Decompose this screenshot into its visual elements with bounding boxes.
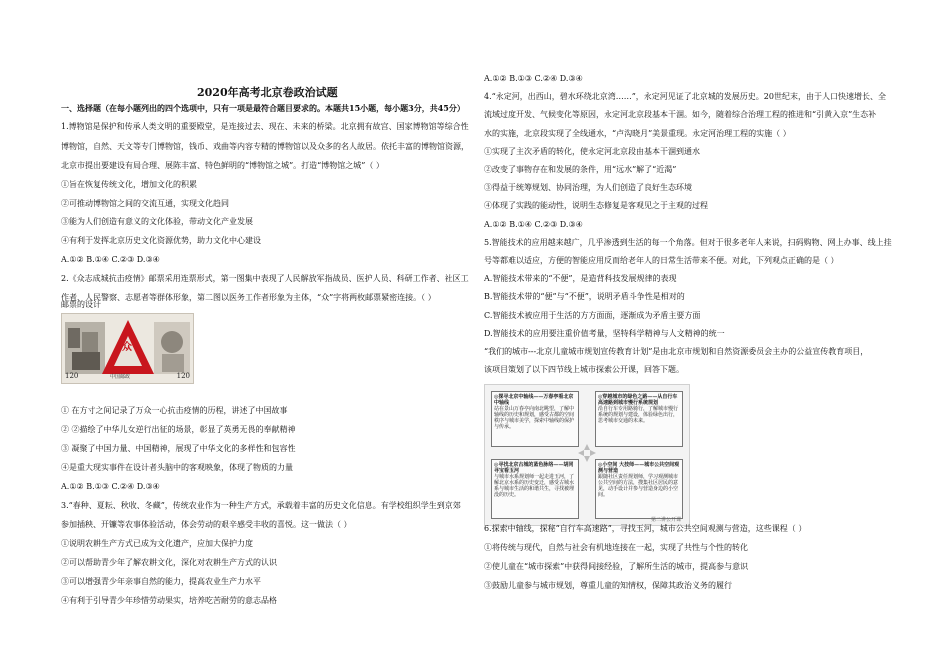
paper-title: 2020年高考北京卷政治试题 [197,86,338,99]
q4-option: ①实现了主次矛盾的转化，使永定河北京段由基本干涸到通水 [484,146,700,156]
q5-line: 5.智能技术的应用越来越广，几乎渗透到生活的每一个角落。但对于很多老年人来说，扫码购物、网上办事、线上挂 [484,237,892,247]
q1-line: 博物馆，自然、天文等专门博物馆，钱币、戏曲等内容专精的博物馆以及众多的名人故居。依托丰富的博物馆资源， [61,142,469,151]
q2-line: 邮票的设计 [61,300,101,309]
q4-option: ②改变了事物存在和发展的条件，用“远水”解了“近渴” [484,165,677,174]
q2-option: ① 在方寸之间记录了万众一心抗击疫情的历程，讲述了中国故事 [61,406,288,415]
q5-option: D.智能技术的应用要注重价值考量，坚特科学精神与人文精神的统一 [484,328,725,338]
course-box-2-text: 沿自行车专用路骑行，了解城市慢行系统的规划与建设，体验绿色出行，思考城市交通的未来。 [598,406,679,424]
section-heading: 一、选择题（在每小题列出的四个选项中，只有一项是最符合题目要求的。本题共15小题，每小题3分，共45分） [61,103,465,113]
q3-choices: A.①② B.①③ C.②④ D.③④ [484,74,583,83]
course-box-3-title: ◎寻找北京古城的蓝色脉络——胡同寻宝看玉河 [494,462,574,474]
q3-option: ①说明农耕生产方式已成为文化遗产，应加大保护力度 [61,539,253,548]
q4-line: 4.“永定河，出西山，碧水环绕北京湾……”，永定河见证了北京城的发展历史。20世纪末，由于人口快速增长、全 [484,92,886,102]
q1-line: 北京市提出要建设有局合理、展陈丰富、特色鲜明的“博物馆之城”。打造“博物馆之城”（ ） [61,161,384,170]
q2-option: ③ 凝聚了中国力量、中国精神，展现了中华文化的多样性和包容性 [61,444,296,453]
course-box-2-title: ◎穿越城市的绿色之路——从自行车高速路到城市慢行系统规划 [598,394,678,406]
q2-choices: A.①② B.①③ C.②④ D.③④ [61,482,160,491]
q6-line: 6.探索中轴线，探秘“自行车高速路”，寻找玉河，城市公共空间观测与营造，这些课程（ ） [484,524,807,533]
course-box-3-text: 与城市水系规划师一起走进玉河，了解北京水系的历史变迁，感受古城水系与城市生活的和谐共生，寻找被埋没的历史。 [494,474,575,498]
compass-cross-icon [577,443,597,463]
course-box-1-text: 站在景山万春亭向南北眺望，了解中轴线的历史和规划，感受古都的空间秩序与城市美学，探索中轴线的保护与传承。 [494,406,575,430]
course-box-4 [595,459,683,519]
stamp-country: 中国邮政 [110,374,131,380]
q5-option: B.智能技术带的“便”与“不便”，说明矛盾斗争性是相对的 [484,292,685,302]
q1-option: ②可推动博物馆之间的交流互通，实现文化趋同 [61,199,229,208]
q1-option: ①旨在恢复传统文化，增加文化的积累 [61,180,197,189]
city-course-figure [484,384,690,526]
course-box-1-title: ◎探寻北京中轴线——万春亭看北京中轴线 [494,394,574,406]
stamp-value-right: 120 [176,372,190,380]
q4-option: ③得益于统筹规划、协同治理，为人们创造了良好生态环境 [484,183,692,193]
course-box-4-title: ◎小空间 大技师——城市公共空间观测与营造 [598,462,680,474]
q2-line: 2.《众志成城抗击疫情》邮票采用连票形式，第一图集中表现了人民解放军指战员、医护人员、科研工作者、社区工 [61,274,469,283]
q6-option: ②使儿童在“城市探索”中获得间接经验，了解所生活的城市，提高参与意识 [484,562,749,571]
course-box-3 [491,459,579,519]
q3-option: ④有利于引导青少年珍惜劳动果实，培养吃苦耐劳的意志品格 [61,596,277,605]
q5-option: A.智能技术带来的“不便”，是造背科技发展规律的表现 [484,274,677,284]
stamp-character: 众 [122,342,132,353]
q2-line: 作者、人民警察、志愿者等群体形象，第二图以医务工作者形象为主体，“众”字将两枚邮票紧密连接。（ ） [61,293,436,302]
q3-line: 参加插秧、开镰等农事体验活动，体会劳动的艰辛感受丰收的喜悦。这一做法（ ） [61,520,352,529]
course-box-4-text: 跟随社区责任规划师，学习观测城市公共空间的方法，搜集社区居民的意见，动手设计并参与营造身边的小空间。 [598,474,679,498]
q1-option: ④有利于发挥北京历史文化资源优势，助力文化中心建设 [61,236,261,245]
course-box-1 [491,391,579,447]
q4-choices: A.①② B.①④ C.②③ D.③④ [484,219,583,229]
q3-line: 3.“春种、夏耘、秋收、冬藏”，传统农业作为一种生产方式，承载着丰富的历史文化信息。有学校组织学生到京郊 [61,501,461,510]
course-box-2 [595,391,683,447]
q4-line: 流域过度开发、气候变化等原因，永定河北京段基本干涸。如今，随着综合治理工程的推进和“引黄入京”生态补 [484,110,877,120]
q4-line: 水的实施，北京段实现了全线通水，“卢沟晓月”美景重现。永定河治理工程的实施（ ） [484,128,791,138]
q5-option: C.智能技术被应用于生活的方方面面，逐渐成为矛盾主要方面 [484,310,701,320]
q5-line: 号等都难以适应，方便的智能应用反而给老年人的日常生活带来不便。对此，下列观点正确的是（ ） [484,256,839,265]
q1-line: 1.博物馆是保护和传承人类文明的重要殿堂，是连接过去、现在、未来的桥梁。北京拥有故宫、国家博物馆等综合性 [61,122,469,131]
q1-option: ③能为人们创造有意义的文化体验，带动文化产业发展 [61,217,253,226]
q3-option: ②可以帮助青少年了解农耕文化，深化对农耕生产方式的认识 [61,558,277,567]
material-line: 该项目策划了以下四节线上城市探索公开课，回答下题。 [484,365,684,374]
stamp-value-left: 120 [65,372,79,380]
q4-option: ④体现了实践的能动性，说明生态修复是客观见之于主观的过程 [484,201,708,211]
q3-option: ③可以增强青少年亲事自然的能力，提高农业生产力水平 [61,577,261,586]
q6-option: ①将传统与现代，自然与社会有机地连接在一起，实现了共性与个性的转化 [484,543,748,552]
q2-option: ② ②描绘了中华儿女逆行出征的场景，彰显了英勇无畏的奉献精神 [61,425,296,434]
figure-footer: 第二讲公开课 [650,517,681,523]
q1-choices: A.①② B.①④ C.②③ D.③④ [61,255,160,264]
q6-option: ③鼓励儿童参与城市规划，尊重儿童的知情权，保障其政治义务的履行 [484,581,732,590]
q2-option: ④是重大现实事件在设计者头脑中的客观映象，体现了物质的力量 [61,463,293,472]
stamp-image [61,313,194,384]
material-line: “我们的城市---北京儿童城市规划宣传教育计划”是由北京市规划和自然资源委员会主办的公益宣传教育项目， [484,347,869,356]
